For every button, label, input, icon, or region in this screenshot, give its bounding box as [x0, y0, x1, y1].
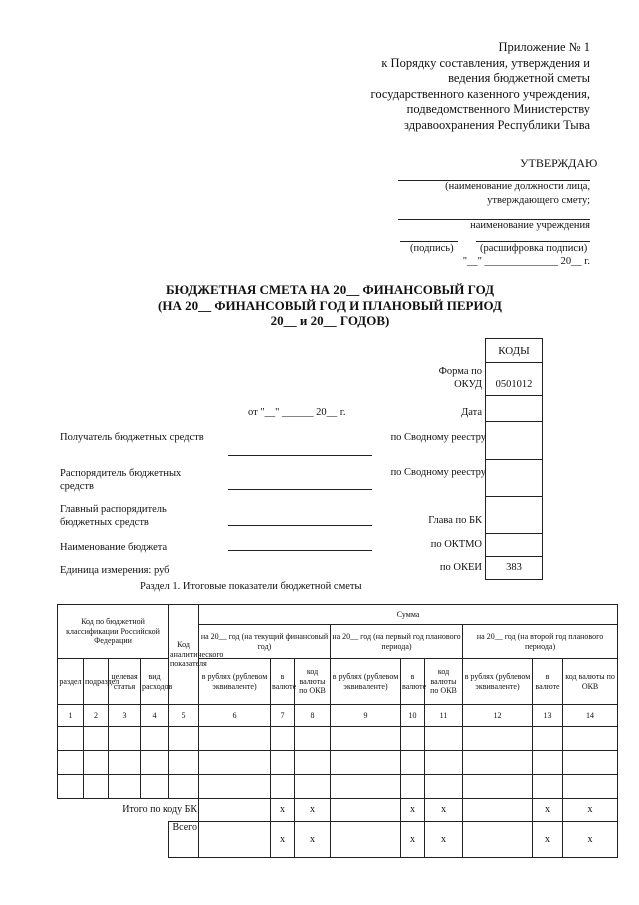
- budget-label: Наименование бюджета: [60, 542, 168, 553]
- codes-box: [485, 338, 543, 580]
- date-code[interactable]: [486, 396, 542, 422]
- appendix-line: здравоохранения Республики Тыва: [404, 117, 590, 132]
- col-num: 6: [199, 705, 271, 727]
- x-mark: x: [271, 799, 295, 822]
- codes-header: КОДЫ: [486, 339, 542, 363]
- col-num: 3: [109, 705, 141, 727]
- institution-caption: наименование учреждения: [470, 220, 590, 231]
- col-val: в валюте: [401, 659, 425, 705]
- col-num: 2: [84, 705, 109, 727]
- table-row[interactable]: [58, 751, 618, 775]
- x-mark: x: [401, 799, 425, 822]
- x-mark: x: [563, 822, 618, 858]
- glava-label: Глава по БК: [428, 515, 482, 526]
- section-title: Раздел 1. Итоговые показатели бюджетной сметы: [140, 581, 362, 592]
- col-rub: в рублях (рублевом эквиваленте): [199, 659, 271, 705]
- svod2-label: по Сводному реестру: [390, 467, 486, 478]
- decode-caption: (расшифровка подписи): [480, 243, 588, 254]
- col-podrazdel: подраздел: [84, 659, 109, 705]
- col-num: 8: [295, 705, 331, 727]
- approve-label: УТВЕРЖДАЮ: [520, 156, 598, 170]
- glava-code[interactable]: [486, 497, 542, 534]
- col-num: 14: [563, 705, 618, 727]
- x-mark: x: [425, 799, 463, 822]
- col-razdel: раздел: [58, 659, 84, 705]
- position-caption-2: утверждающего смету;: [487, 195, 590, 206]
- manager-line[interactable]: [228, 489, 372, 490]
- oktmo-label: по ОКТМО: [430, 539, 482, 550]
- okei-label: по ОКЕИ: [439, 562, 482, 573]
- okei-code[interactable]: 383: [506, 562, 522, 573]
- appendix-line: Приложение № 1: [498, 40, 590, 54]
- okud-code[interactable]: 0501012: [486, 363, 542, 396]
- chief-line[interactable]: [228, 525, 372, 526]
- x-mark: x: [401, 822, 425, 858]
- appendix-line: подведомственного Министерству: [406, 102, 590, 116]
- col-rub: в рублях (рублевом эквиваленте): [463, 659, 533, 705]
- svod2-code[interactable]: [486, 460, 542, 497]
- svod1-label: по Сводному реестру: [390, 432, 486, 443]
- approve-date[interactable]: "__" ______________ 20__ г.: [462, 256, 590, 267]
- x-mark: x: [425, 822, 463, 858]
- x-mark: x: [533, 822, 563, 858]
- col-val: в валюте: [271, 659, 295, 705]
- col-val: в валюте: [533, 659, 563, 705]
- oktmo-code[interactable]: [486, 534, 542, 557]
- number-row: [58, 705, 618, 727]
- col-target: целевая статья: [109, 659, 141, 705]
- col-num: 12: [463, 705, 533, 727]
- total-all-row: [58, 822, 618, 858]
- title-line: 20__ и 20__ ГОДОВ): [270, 313, 390, 328]
- signature-caption: (подпись): [410, 243, 454, 254]
- appendix-line: к Порядку составления, утверждения и: [381, 55, 590, 70]
- signature-line[interactable]: [400, 241, 458, 242]
- x-mark: x: [563, 799, 618, 822]
- header-indicator: Код аналитического показателя: [169, 605, 199, 705]
- header-code-bk: Код по бюджетной классификации Российской Федерации: [58, 605, 169, 659]
- col-num: 10: [401, 705, 425, 727]
- col-num: 1: [58, 705, 84, 727]
- title-line: БЮДЖЕТНАЯ СМЕТА НА 20__ ФИНАНСОВЫЙ ГОД: [165, 282, 495, 297]
- header-second-year: на 20__ год (на второй год планового периода): [463, 625, 618, 659]
- okud-label-2: ОКУД: [454, 379, 482, 390]
- budget-table: [57, 604, 618, 858]
- unit-label: Единица измерения: руб: [60, 565, 170, 576]
- col-vid: вид расходов: [141, 659, 169, 705]
- col-okv: код валюты по ОКВ: [295, 659, 331, 705]
- budget-line[interactable]: [228, 550, 372, 551]
- appendix-line: государственного казенного учреждения,: [370, 86, 590, 101]
- x-mark: x: [271, 822, 295, 858]
- header-current-year: на 20__ год (на текущий финансовый год): [199, 625, 331, 659]
- title-line: (НА 20__ ФИНАНСОВЫЙ ГОД И ПЛАНОВЫЙ ПЕРИОД: [158, 297, 502, 313]
- col-num: 4: [141, 705, 169, 727]
- col-num: 11: [425, 705, 463, 727]
- date-label: Дата: [461, 407, 482, 418]
- svod1-code[interactable]: [486, 422, 542, 460]
- col-okv: код валюты по ОКВ: [563, 659, 618, 705]
- col-rub: в рублях (рублевом эквиваленте): [331, 659, 401, 705]
- position-caption: (наименование должности лица,: [445, 181, 590, 192]
- col-num: 5: [169, 705, 199, 727]
- total-bk-label: Итого по коду БК: [58, 799, 199, 822]
- col-num: 7: [271, 705, 295, 727]
- appendix-line: ведения бюджетной сметы: [448, 71, 590, 85]
- decode-line[interactable]: [476, 241, 590, 242]
- header-sum: Сумма: [199, 605, 618, 625]
- col-num: 13: [533, 705, 563, 727]
- total-all-label: Всего: [169, 822, 199, 858]
- table-row[interactable]: [58, 775, 618, 799]
- col-okv: код валюты по ОКВ: [425, 659, 463, 705]
- appendix-header: [340, 40, 590, 133]
- header-first-year: на 20__ год (на первый год планового периода): [331, 625, 463, 659]
- recipient-label: Получатель бюджетных средств: [60, 432, 204, 443]
- okud-label: [362, 365, 482, 391]
- okud-label-1: Форма по: [438, 366, 482, 377]
- x-mark: x: [295, 822, 331, 858]
- chief-label: Главный распорядитель бюджетных средств: [60, 504, 167, 528]
- x-mark: x: [295, 799, 331, 822]
- manager-label: Распорядитель бюджетных средств: [60, 468, 182, 492]
- date-from[interactable]: от "__" ______ 20__ г.: [248, 407, 346, 418]
- col-num: 9: [331, 705, 401, 727]
- recipient-line[interactable]: [228, 455, 372, 456]
- document-title: [60, 282, 600, 329]
- x-mark: x: [533, 799, 563, 822]
- total-bk-row: [58, 799, 618, 822]
- table-row[interactable]: [58, 727, 618, 751]
